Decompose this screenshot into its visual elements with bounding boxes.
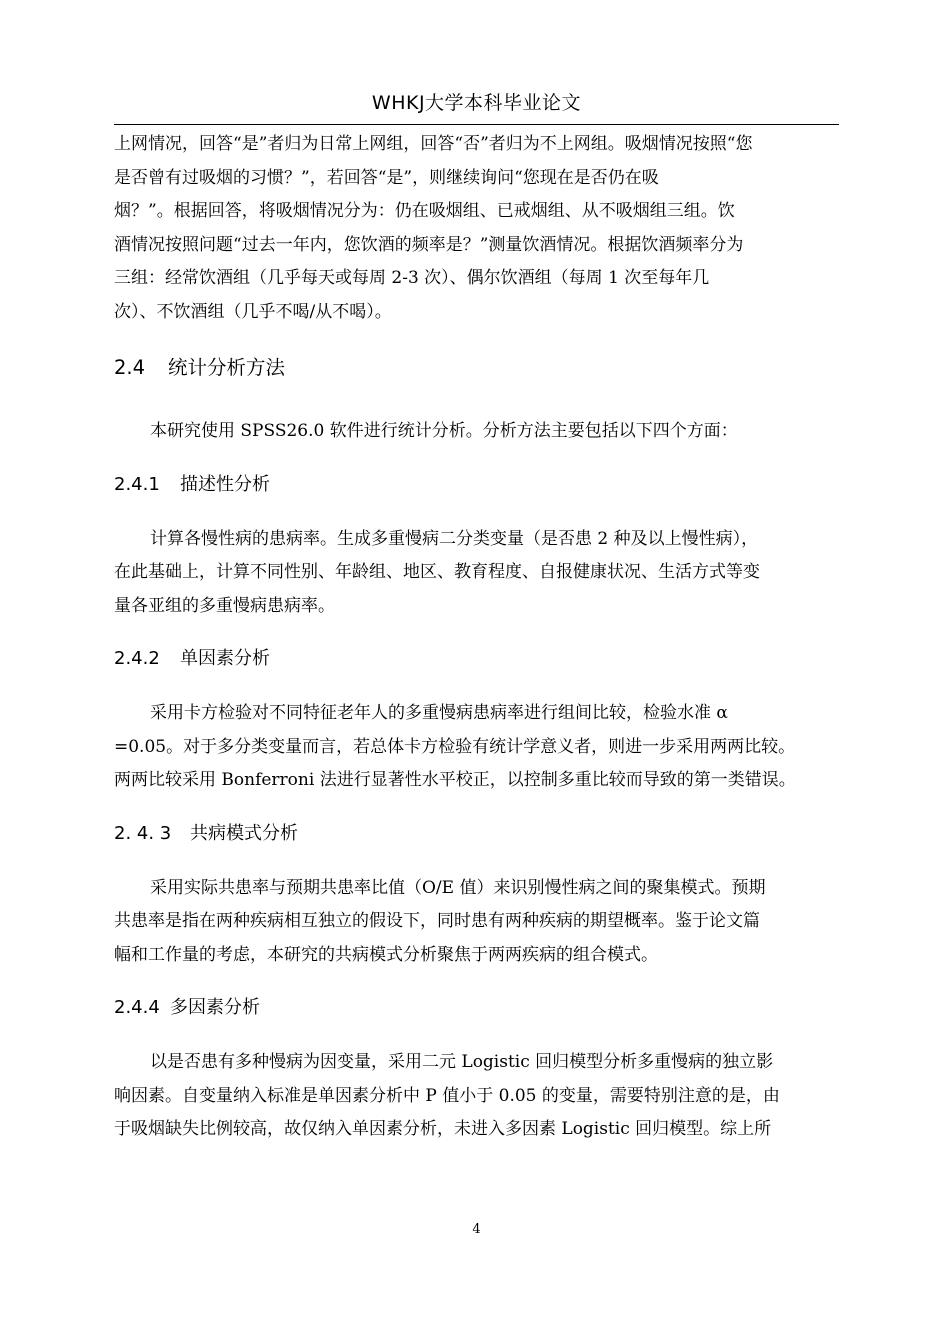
section-heading-2-4-3 xyxy=(114,818,839,850)
section-number: 2.4.4 xyxy=(114,997,160,1018)
text-line: =0.05。对于多分类变量而言，若总体卡方检验有统计学意义者，则进一步采用两两比较。 xyxy=(114,736,796,757)
section-number: 2.4.2 xyxy=(114,648,160,669)
section-title: 共病模式分析 xyxy=(190,822,298,844)
section-heading-2-4-2 xyxy=(114,643,839,675)
text-line: 幅和工作量的考虑，本研究的共病模式分析聚焦于两两疾病的组合模式。 xyxy=(114,944,658,965)
text-line: 烟？”。根据回答，将吸烟情况分为：仍在吸烟组、已戒烟组、从不吸烟组三组。饮 xyxy=(114,201,735,221)
running-header: WHKJ大学本科毕业论文 xyxy=(371,92,582,114)
section-title: 描述性分析 xyxy=(180,473,270,495)
section-number: 2. 4. 3 xyxy=(114,822,172,844)
section-heading-2-4-1 xyxy=(114,469,839,501)
section-title: 统计分析方法 xyxy=(168,356,286,379)
header-rule xyxy=(114,124,839,125)
section-2-4-3-paragraph xyxy=(114,872,839,973)
text-line: 三组：经常饮酒组（几乎每天或每周 2-3 次）、偶尔饮酒组（每周 1 次至每年几 xyxy=(114,268,710,288)
section-title: 多因素分析 xyxy=(170,997,260,1018)
section-2-4-4-paragraph xyxy=(114,1046,839,1147)
text-line: 量各亚组的多重慢病患病率。 xyxy=(114,595,335,616)
section-2-4-1-paragraph xyxy=(114,523,839,624)
intro-paragraph xyxy=(114,128,839,329)
text-line: 采用卡方检验对不同特征老年人的多重慢病患病率进行组间比较，检验水准 α xyxy=(150,703,728,723)
text-line: 以是否患有多种慢病为因变量，采用二元 Logistic 回归模型分析多重慢病的独立影 xyxy=(150,1052,774,1072)
text-line: 酒情况按照问题“过去一年内，您饮酒的频率是？”测量饮酒情况。根据饮酒频率分为 xyxy=(114,234,744,255)
text-line: 上网情况，回答“是”者归为日常上网组，回答“否”者归为不上网组。吸烟情况按照“您 xyxy=(114,134,753,154)
text-line: 计算各慢性病的患病率。生成多重慢病二分类变量（是否患 2 种及以上慢性病）， xyxy=(150,528,759,549)
page-body xyxy=(114,128,839,1147)
text-line: 采用实际共患率与预期共患率比值（O/E 值）来识别慢性病之间的聚集模式。预期 xyxy=(150,877,766,898)
text-line: 本研究使用 SPSS26.0 软件进行统计分析。分析方法主要包括以下四个方面： xyxy=(150,421,738,441)
section-number: 2.4.1 xyxy=(114,473,160,495)
text-line: 是否曾有过吸烟的习惯？”，若回答“是”，则继续询问“您现在是否仍在吸 xyxy=(114,167,659,188)
text-line: 于吸烟缺失比例较高，故仅纳入单因素分析，未进入多因素 Logistic 回归模型。综上所 xyxy=(114,1119,772,1139)
text-line: 共患率是指在两种疾病相互独立的假设下，同时患有两种疾病的期望概率。鉴于论文篇 xyxy=(114,911,760,931)
section-2-4-paragraph xyxy=(114,415,839,449)
text-line: 在此基础上，计算不同性别、年龄组、地区、教育程度、自报健康状况、生活方式等变 xyxy=(114,562,760,582)
text-line: 响因素。自变量纳入标准是单因素分析中 P 值小于 0.05 的变量，需要特别注意的是，由 xyxy=(114,1085,780,1106)
section-title: 单因素分析 xyxy=(180,648,270,669)
section-number: 2.4 xyxy=(114,356,146,379)
section-2-4-2-paragraph xyxy=(114,697,839,798)
page-number: 4 xyxy=(472,1222,481,1237)
section-heading-2-4 xyxy=(114,351,839,385)
text-line: 两两比较采用 Bonferroni 法进行显著性水平校正，以控制多重比较而导致的第一类错误。 xyxy=(114,770,796,790)
section-heading-2-4-4 xyxy=(114,992,839,1024)
text-line: 次）、不饮酒组（几乎不喝/从不喝）。 xyxy=(114,301,392,322)
